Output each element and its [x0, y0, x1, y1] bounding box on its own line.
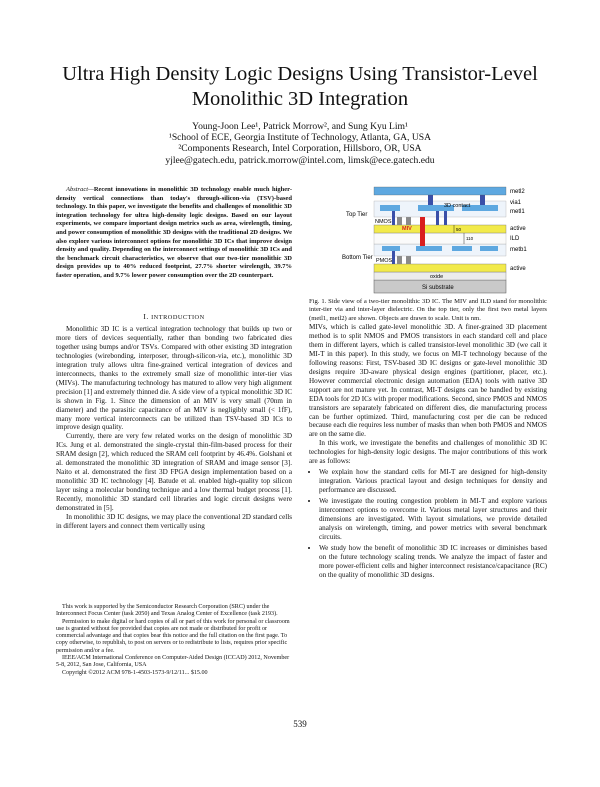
- nmos-gate: [406, 217, 411, 225]
- label-oxide: oxide: [430, 274, 444, 280]
- metb1-wire: [382, 246, 400, 251]
- contact: [392, 211, 395, 225]
- author-emails: yjlee@gatech.edu, patrick.morrow@intel.com, limsk@ece.gatech.edu: [165, 154, 435, 166]
- abstract-text: Recent innovations in monolithic 3D technology enable much higher-density vertical connections than today's through-silicon-via (TSV)-based technology. In this paper, we investigate the benefits and challenges of monolithic 3D integration technology for ultra high-density logic designs. Based on our layout experiments, we compare important design metrics such as area, wirelength, timing, and power consumption of monolithic 3D designs with the traditional 2D designs. We also explore various interconnect options for monolithic 3D ICs that improve design density and quality. Depending on the interconnect settings of monolithic 3D ICs and the benchmark circuit characteristics, we observe that our two-tier monolithic 3D design provides up to 40% reduced footprint, 27.7% shorter wirelength, 39.7% faster operation, and 9.7% lower power consumption over the 2D counterpart.: [56, 186, 292, 279]
- right-paragraph-2: In this work, we investigate the benefits and challenges of monolithic 3D IC technologies for high-density logic designs. The major contributions of this work are as follows:: [309, 439, 547, 466]
- label-ild: ILD: [510, 236, 520, 242]
- contribution-item: • We investigate the routing congestion problem in MI-T and explore various interconnect options to overcome it. Various metal layer structures and their dimensions are investigated. With layout simulations, we provide detailed analysis on wirelength, timing, and power metrics with several benchmark circuits.: [319, 497, 547, 542]
- title-line-2: Monolithic 3D Integration: [191, 88, 409, 110]
- title-line-1: Ultra High Density Logic Designs Using Transistor-Level: [62, 63, 538, 85]
- footnote-permission: Permission to make digital or hard copies of all or part of this work for personal or classroom use is granted without fee provided that copies are not made or distributed for profit or commercial advantage and that copies bear this notice and the full citation on the first page. To copy otherwise, to republish, to post on servers or to redistribute to lists, requires prior specific permission and/or a fee.: [56, 618, 290, 654]
- figure-1-diagram: [340, 183, 550, 295]
- contact: [392, 251, 395, 264]
- right-paragraph-1: MIVs, which is called gate-level monolithic 3D. A finer-grained 3D placement method is to split NMOS and PMOS transistors in each standard cell and place them in different layers, which is called transistor-level monolithic 3D (we call it MI-T in this paper). In this study, we focus on MI-T technology because of the following reasons: First, TSV-based 3D IC designs or gate-level monolithic 3D designs require 3D-aware physical design engines (partitioner, placer, etc.). However commercial electronic design automation (EDA) tools with native 3D support are not mature yet. In contrast, MI-T designs can be handled by existing EDA tools for 2D ICs with proper modifications. Second, since PMOS and NMOS transistors are separately fabricated on different dies, die manufacturing process can be further optimized. Third, manufacturing cost per die can be reduced because each die requires less number of masks than when both PMOS and NMOS are on the same die.: [309, 323, 547, 439]
- intro-body: [56, 325, 292, 531]
- figure-1: [340, 183, 550, 300]
- label-dim-50: 50: [456, 227, 462, 232]
- contribution-item: • We explain how the standard cells for MI-T are designed for high-density integration. Various practical layout and design techniques for density and performance are discussed.: [319, 468, 547, 495]
- affiliation-2: ²Components Research, Intel Corporation, Hillsboro, OR, USA: [178, 143, 422, 155]
- label-dim-110: 110: [466, 236, 474, 241]
- label-via1: via1: [510, 200, 522, 206]
- section-heading-introduction: [56, 312, 292, 321]
- intro-paragraph-1: Monolithic 3D IC is a vertical integration technology that builds up two or more tiers of devices sequentially, rather than bonding two fabricated dies together using bumps and/or TSVs. Compared with other existing 3D integration technologies (wirebonding, interposer, through-silicon-via, etc.), monolithic 3D integration truly allows ultra fine-grained vertical integration of devices and interconnects, thanks to the extremely small size of monolithic inter-tier vias (MIVs). The manufacturing technology has matured to allow very high alignment precision [1] and extremely thinned die. A side view of a typical monolithic 3D IC is shown in Fig. 1. Since the dimension of an MIV is very small (70nm in diameter) and the parasitic capacitance of an MIV is negligibly small (< 1fF), many more vertical interconnects can be utilized than TSV-based 3D ICs to improve design quality.: [56, 325, 292, 432]
- label-metl1: metl1: [510, 209, 525, 215]
- contribution-list: [309, 468, 547, 579]
- footnote-support: This work is supported by the Semiconductor Research Corporation (SRC) under the Interconnect Focus Center (task 2050) and Texas Analog Center of Excellence (task 2193).: [56, 604, 278, 618]
- top-tier-label: Top Tier: [346, 212, 368, 218]
- metb1-wire: [416, 246, 442, 251]
- pmos-gate: [397, 256, 402, 264]
- footnote-conference: IEEE/ACM International Conference on Computer-Aided Design (ICCAD) 2012, November 5-8, 2012, San Jose, California, USA: [56, 655, 290, 669]
- label-3d-contact: 3D contact: [444, 203, 471, 209]
- label-pmos: PMOS: [376, 258, 393, 264]
- via1: [480, 195, 485, 205]
- ild-layer: [374, 233, 506, 244]
- metb1-wire: [452, 246, 472, 251]
- footnote-copyright: Copyright ©2012 ACM 978-1-4503-1573-9/12/11... $15.00: [62, 669, 208, 676]
- abstract: [56, 186, 292, 281]
- figure-1-caption: Fig. 1. Side view of a two-tier monolithic 3D IC. The MIV and ILD stand for monolithic inter-tier via and inter-layer dielectric. On the top tier, only the first two metal layers (metl1, metl2) are shown. Objects are drawn to scale. Unit is nm.: [309, 298, 547, 322]
- paper-title: [40, 62, 560, 112]
- contact: [444, 211, 447, 225]
- 3d-contact: [436, 211, 439, 225]
- pmos-gate: [406, 256, 411, 264]
- label-si-substrate: Si substrate: [422, 285, 454, 291]
- abstract-lead: Abstract—: [66, 186, 94, 193]
- section-title: INTRODUCTION: [151, 314, 205, 321]
- label-active-top: active: [510, 226, 526, 232]
- miv: [420, 217, 425, 246]
- via1: [428, 195, 433, 205]
- label-nmos: NMOS: [375, 219, 392, 225]
- footnote-block: [56, 604, 292, 677]
- intro-paragraph-3: In monolithic 3D IC designs, we may place the conventional 2D standard cells in different layers and connect them vertically using: [56, 513, 292, 530]
- label-metb1: metb1: [510, 247, 527, 253]
- metl2-layer: [374, 187, 506, 195]
- metl1-wire: [380, 205, 400, 211]
- bottom-tier-label: Bottom Tier: [342, 255, 373, 261]
- section-number: I.: [143, 312, 149, 321]
- author-block: [40, 121, 560, 166]
- top-active-layer: [374, 225, 506, 233]
- label-miv: MIV: [402, 226, 412, 232]
- nmos-gate: [397, 217, 402, 225]
- page-number: 539: [293, 719, 307, 729]
- author-names: Young-Joon Lee¹, Patrick Morrow², and Sung Kyu Lim¹: [192, 121, 408, 132]
- right-column-body: [309, 323, 547, 582]
- affiliation-1: ¹School of ECE, Georgia Institute of Technology, Atlanta, GA, USA: [168, 132, 432, 144]
- contribution-item: • We study how the benefit of monolithic 3D IC increases or diminishes based on the future technology scaling trends. We analyze the impact of faster and more power-efficient cells and higher interconnect resistance/capacitance (RC) on the quality of monolithic 3D designs.: [319, 544, 547, 580]
- label-active-bottom: active: [510, 266, 526, 272]
- label-metl2: metl2: [510, 189, 525, 195]
- bottom-active-layer: [374, 264, 506, 272]
- intro-paragraph-2: Currently, there are very few related works on the design of monolithic 3D ICs. Jung et al. demonstrated the single-crystal thin-film-based process for their SRAM design [2], which reduced the SRAM cell footprint by 46.4%. Golshani et al. demonstrated the monolithic 3D integration of SRAM and image sensor [3]. Naito et al. demonstrated the first 3D FPGA design implementation based on a monolithic 3D IC technology [4]. Batude et al. enabled high-quality top silicon layer using a molecular bonding technique and a low thermal budget process [1]. Recently, monolithic 3D standard cell libraries and logic circuit designs were demonstrated in [5].: [56, 432, 292, 513]
- metb1-wire: [480, 246, 498, 251]
